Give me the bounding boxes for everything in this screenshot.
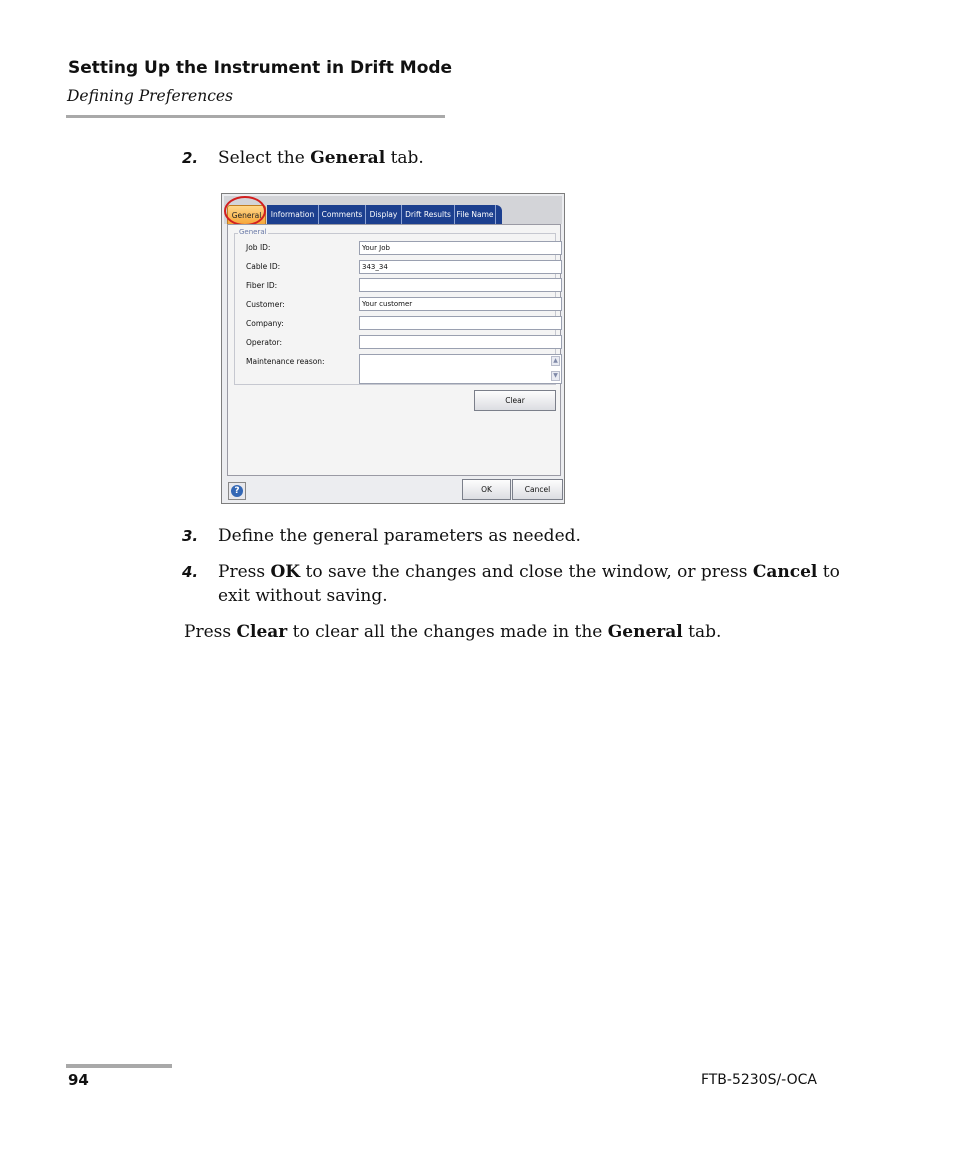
section-title: Setting Up the Instrument in Drift Mode: [68, 58, 453, 78]
step-text-part: to save the changes and close the window, or press: [300, 562, 753, 582]
group-label: General: [239, 228, 267, 236]
tab-general[interactable]: General: [227, 205, 266, 225]
job-id-input[interactable]: Your Job: [359, 241, 562, 255]
tab-strip-end: [496, 205, 502, 225]
note-part: to clear all the changes made in the: [287, 622, 608, 642]
header-rule: [66, 115, 445, 118]
company-label: Company:: [246, 319, 284, 328]
step-number: 4.: [182, 563, 199, 581]
clear-button[interactable]: Clear: [474, 390, 556, 411]
fiber-id-label: Fiber ID:: [246, 281, 278, 290]
cable-id-label: Cable ID:: [246, 262, 281, 271]
step-text: [218, 146, 424, 170]
help-icon: ?: [231, 485, 243, 497]
step-number: 2.: [182, 149, 199, 167]
tab-strip: [224, 196, 562, 224]
ok-button[interactable]: OK: [462, 479, 511, 500]
operator-input[interactable]: [359, 335, 562, 349]
document-id: FTB-5230S/-OCA: [700, 1072, 817, 1088]
clear-note: [184, 620, 721, 644]
step-text-part: Select the: [218, 148, 311, 168]
customer-input[interactable]: Your customer: [359, 297, 562, 311]
note-bold: General: [607, 622, 683, 642]
maintenance-reason-input[interactable]: [359, 354, 562, 384]
tab-drift-results[interactable]: Drift Results: [402, 205, 455, 225]
maintenance-reason-label: Maintenance reason:: [246, 357, 325, 366]
preferences-dialog: [221, 193, 565, 504]
step-text-line-2: exit without saving.: [218, 586, 388, 606]
scroll-down-icon[interactable]: ▼: [551, 371, 560, 381]
fiber-id-input[interactable]: [359, 278, 562, 292]
general-panel: [227, 224, 561, 476]
step-text: Define the general parameters as needed.: [218, 526, 581, 546]
step-text-bold: Cancel: [752, 562, 818, 582]
customer-label: Customer:: [246, 300, 285, 309]
note-part: tab.: [682, 622, 722, 642]
step-text-bold: OK: [270, 562, 301, 582]
highlight-circle: [224, 196, 266, 226]
tab-display[interactable]: Display: [366, 205, 402, 225]
general-group: [234, 233, 556, 385]
tab-comments[interactable]: Comments: [319, 205, 366, 225]
company-input[interactable]: [359, 316, 562, 330]
scroll-up-icon[interactable]: ▲: [551, 356, 560, 366]
section-subtitle: Defining Preferences: [67, 87, 234, 105]
step-text-bold: General: [310, 148, 386, 168]
tab-information[interactable]: Information: [267, 205, 319, 225]
note-part: Press: [184, 622, 237, 642]
job-id-label: Job ID:: [246, 243, 271, 252]
tab-file-name[interactable]: File Name: [455, 205, 496, 225]
step-text-part: to: [817, 562, 840, 582]
page-number: 94: [68, 1071, 89, 1089]
step-number: 3.: [182, 527, 199, 545]
step-text-part: Press: [218, 562, 271, 582]
note-bold: Clear: [236, 622, 288, 642]
help-button[interactable]: [228, 482, 246, 500]
step-text: [218, 560, 840, 584]
operator-label: Operator:: [246, 338, 282, 347]
footer-rule: [66, 1064, 172, 1068]
step-text-part: tab.: [385, 148, 424, 168]
cable-id-input[interactable]: 343_34: [359, 260, 562, 274]
cancel-button[interactable]: Cancel: [512, 479, 563, 500]
